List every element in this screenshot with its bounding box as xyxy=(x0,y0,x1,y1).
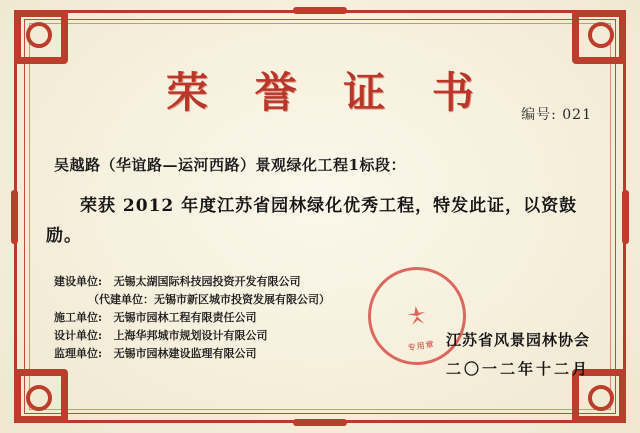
edge-ornament-left xyxy=(11,190,18,244)
recipient-line: 吴越路（华谊路—运河西路）景观绿化工程1标段： xyxy=(54,156,406,174)
unit-row xyxy=(54,273,594,291)
unit-value: 无锡市园林建设监理有限公司 xyxy=(113,347,257,360)
unit-row xyxy=(54,309,594,327)
certificate-content xyxy=(46,40,594,393)
unit-label: 建设单位: xyxy=(54,275,103,288)
serial-value: 021 xyxy=(562,107,592,123)
serial-number xyxy=(521,104,592,124)
unit-sub-note: （代建单位：无锡市新区城市投资发展有限公司） xyxy=(88,293,330,306)
certificate-title: 荣 誉 证 书 xyxy=(166,68,490,117)
unit-value: 上海华邦城市规划设计有限公司 xyxy=(113,329,268,342)
unit-label: 施工单位: xyxy=(54,311,103,324)
signature-organization: 江苏省风景园林协会 xyxy=(445,331,590,349)
signature-date: 二〇一二年十二月 xyxy=(445,360,590,378)
award-body-text: 荣获 2012 年度江苏省园林绿化优秀工程，特发此证，以资鼓励。 xyxy=(46,196,578,246)
unit-value: 无锡太湖国际科技园投资开发有限公司 xyxy=(113,275,301,288)
edge-ornament-bottom xyxy=(293,419,347,426)
unit-value: 无锡市园林工程有限责任公司 xyxy=(113,311,257,324)
unit-label: 设计单位: xyxy=(54,329,103,342)
edge-ornament-right xyxy=(622,190,629,244)
seal-bottom-text: 专用章 xyxy=(407,338,436,353)
edge-ornament-top xyxy=(293,7,347,14)
unit-label: 监理单位: xyxy=(54,347,103,360)
serial-label: 编号: xyxy=(521,107,557,123)
signature-block xyxy=(446,329,590,379)
